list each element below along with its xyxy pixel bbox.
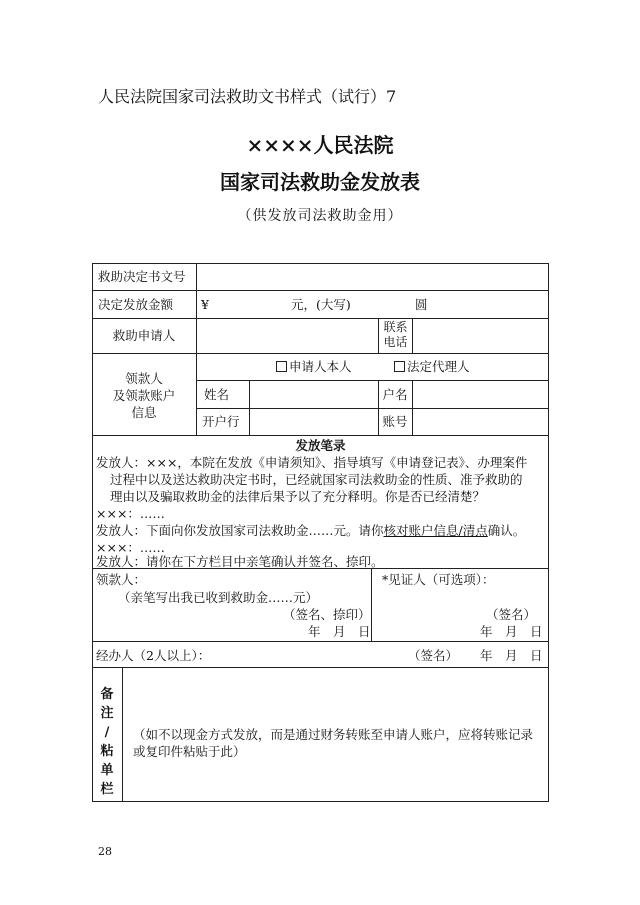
amount-label: 决定发放金额 <box>98 297 174 312</box>
record-line <box>96 522 525 539</box>
remarks-note-line2: 或复印件粘贴于此） <box>133 744 246 759</box>
name-label: 姓名 <box>204 387 230 402</box>
form-subtitle: （供发放司法救助金用） <box>237 208 403 224</box>
handler-sign: （签名） <box>408 648 459 663</box>
applicant-field[interactable] <box>200 321 374 350</box>
amount-field[interactable] <box>212 294 287 316</box>
col-divider <box>249 380 250 435</box>
payee-date: 年 月 日 <box>308 624 371 639</box>
court-title: ××××人民法院 <box>246 133 394 157</box>
row-divider <box>92 353 549 354</box>
option-applicant-label: 申请人本人 <box>289 359 352 374</box>
record-line: ×××：…… <box>96 540 165 555</box>
form-title: 国家司法救助金发放表 <box>220 170 420 194</box>
record-text: 发放人：下面向你发放国家司法救助金……元。请你 <box>96 523 384 538</box>
decision-no-field[interactable] <box>200 266 545 288</box>
remarks-char: / <box>104 725 110 740</box>
col-divider <box>122 667 123 802</box>
amount-yuan-text: 元，(大写) <box>291 297 351 312</box>
col-divider <box>412 318 413 353</box>
contact-label: 联系电话 <box>383 320 408 349</box>
checkbox-icon[interactable] <box>394 361 405 372</box>
bank-label: 开户行 <box>202 414 240 429</box>
handler-date: 年 月 日 <box>480 648 543 663</box>
col-divider <box>196 263 197 435</box>
record-title: 发放笔录 <box>295 438 346 453</box>
record-underlined-text: 核对账户信息/清点 <box>383 523 488 538</box>
row-divider <box>92 318 549 319</box>
account-name-field[interactable] <box>416 383 546 406</box>
remarks-paste-area[interactable] <box>126 670 546 799</box>
name-field[interactable] <box>253 383 375 406</box>
row-divider <box>92 290 549 291</box>
remarks-label <box>92 685 122 799</box>
account-no-label: 账号 <box>382 414 408 429</box>
witness-sign: （签名） <box>486 607 537 622</box>
record-line: 过程中以及送达救助决定书时，已经就国家司法救助金的性质、准予救助的 <box>110 472 523 487</box>
witness-label: *见证人（可选项）： <box>382 572 495 587</box>
col-divider <box>412 380 413 435</box>
record-line: ×××：…… <box>96 506 165 521</box>
col-divider <box>371 568 372 641</box>
account-name-label: 户名 <box>382 387 408 402</box>
record-line: 理由以及骗取救助金的法律后果予以了充分释明。你是否已经清楚？ <box>110 489 486 504</box>
handler-label: 经办人（2人以上）： <box>96 648 211 663</box>
contact-field[interactable] <box>416 321 546 350</box>
witness-date: 年 月 日 <box>480 624 543 639</box>
handler-sign-area[interactable] <box>215 644 400 665</box>
checkbox-icon[interactable] <box>276 361 287 372</box>
remarks-char: 粘 <box>100 744 114 759</box>
document-header: 人民法院国家司法救助文书样式（试行）7 <box>98 87 397 106</box>
bank-field[interactable] <box>253 411 375 433</box>
payee-label-line2: 及领款账户 <box>112 388 176 403</box>
option-agent[interactable] <box>394 358 470 375</box>
payee-sign-note: （亲笔写出我已收到救助金……元） <box>118 590 319 605</box>
payee-sign-label: 领款人： <box>96 572 147 587</box>
remarks-char: 备 <box>100 687 114 702</box>
record-line: 发放人：×××，本院在发放《申请须知》、指导填写《申请登记表》、办理案件 <box>96 455 528 470</box>
account-no-field[interactable] <box>416 411 546 433</box>
remarks-char: 单 <box>100 763 114 778</box>
witness-sign-area[interactable] <box>375 590 545 639</box>
remarks-note-line1: （如不以现金方式发放，而是通过财务转账至申请人账户，应将转账记录 <box>133 727 534 742</box>
row-divider <box>92 641 549 642</box>
payee-sign-stamp: （签名、捺印） <box>283 607 371 622</box>
currency-symbol: ¥ <box>201 297 209 312</box>
decision-no-label: 救助决定书文号 <box>98 269 186 284</box>
option-agent-label: 法定代理人 <box>407 359 470 374</box>
page-number: 28 <box>98 845 112 858</box>
row-divider <box>92 435 549 436</box>
remarks-char: 栏 <box>100 782 114 797</box>
amount-yuan-unit: 圆 <box>415 297 428 312</box>
remarks-char: 注 <box>100 706 114 721</box>
row-divider <box>92 667 549 668</box>
record-line: 发放人：请你在下方栏目中亲笔确认并签名、捺印。 <box>96 554 384 569</box>
record-text: 确认。 <box>487 523 526 538</box>
payee-label-line3: 信息 <box>131 405 157 420</box>
applicant-label: 救助申请人 <box>112 328 176 343</box>
option-applicant[interactable] <box>276 358 352 375</box>
payee-sign-area[interactable] <box>96 571 368 639</box>
payee-label-line1: 领款人 <box>125 371 163 386</box>
